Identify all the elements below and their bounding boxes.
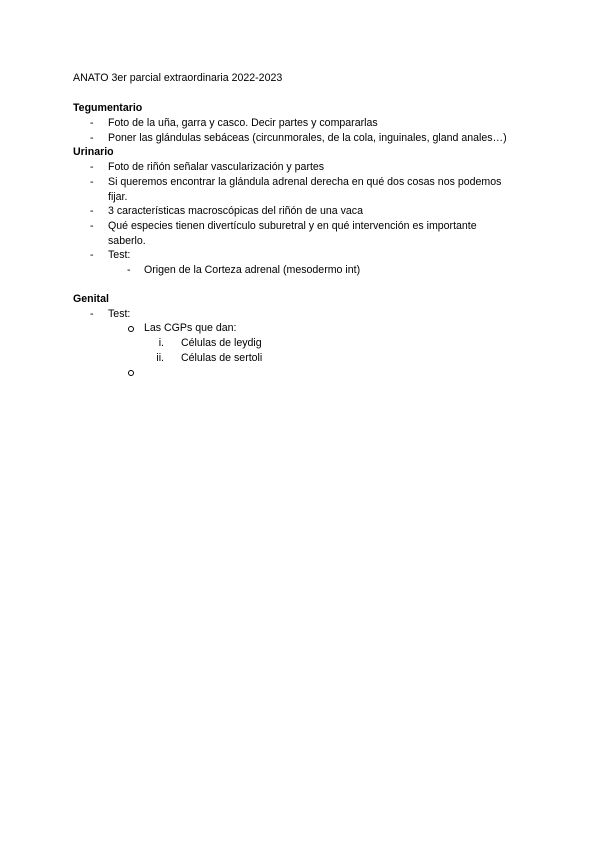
list-item: Poner las glándulas sebáceas (circunmorales, de la cola, inguinales, gland anales…) bbox=[108, 132, 507, 144]
bullet-dash: - bbox=[90, 220, 94, 232]
bullet-dash: - bbox=[90, 161, 94, 173]
circle-bullet-icon bbox=[128, 370, 134, 376]
list-item: Test: bbox=[108, 308, 131, 320]
list-item: Si queremos encontrar la glándula adrenal derecha en qué dos cosas nos podemos bbox=[108, 176, 502, 188]
list-item: Foto de la uña, garra y casco. Decir partes y compararlas bbox=[108, 117, 378, 129]
section-heading-tegumentario: Tegumentario bbox=[73, 102, 143, 114]
bullet-dash: - bbox=[90, 308, 94, 320]
list-item: 3 características macroscópicas del riñón de una vaca bbox=[108, 205, 363, 217]
circle-bullet-icon bbox=[128, 326, 134, 332]
list-item: Foto de riñón señalar vascularización y partes bbox=[108, 161, 325, 173]
bullet-dash: - bbox=[90, 205, 94, 217]
roman-list-item: Células de leydig bbox=[181, 337, 262, 349]
list-item: Test: bbox=[108, 249, 131, 261]
section-heading-genital: Genital bbox=[73, 293, 109, 305]
list-item: Qué especies tienen divertículo suburetral y en qué intervención es importante bbox=[108, 220, 477, 232]
document-title: ANATO 3er parcial extraordinaria 2022-2023 bbox=[73, 72, 283, 84]
circle-list-item: Las CGPs que dan: bbox=[144, 322, 237, 334]
roman-marker: i. bbox=[158, 337, 164, 349]
bullet-dash: - bbox=[90, 117, 94, 129]
bullet-dash: - bbox=[127, 264, 131, 276]
roman-list-item: Células de sertoli bbox=[181, 352, 263, 364]
bullet-dash: - bbox=[90, 176, 94, 188]
roman-marker: ii. bbox=[156, 352, 164, 364]
list-item-continuation: saberlo. bbox=[108, 235, 146, 247]
sub-list-item: Origen de la Corteza adrenal (mesodermo int) bbox=[144, 264, 361, 276]
bullet-dash: - bbox=[90, 132, 94, 144]
section-heading-urinario: Urinario bbox=[73, 146, 114, 158]
bullet-dash: - bbox=[90, 249, 94, 261]
list-item-continuation: fijar. bbox=[108, 191, 128, 203]
